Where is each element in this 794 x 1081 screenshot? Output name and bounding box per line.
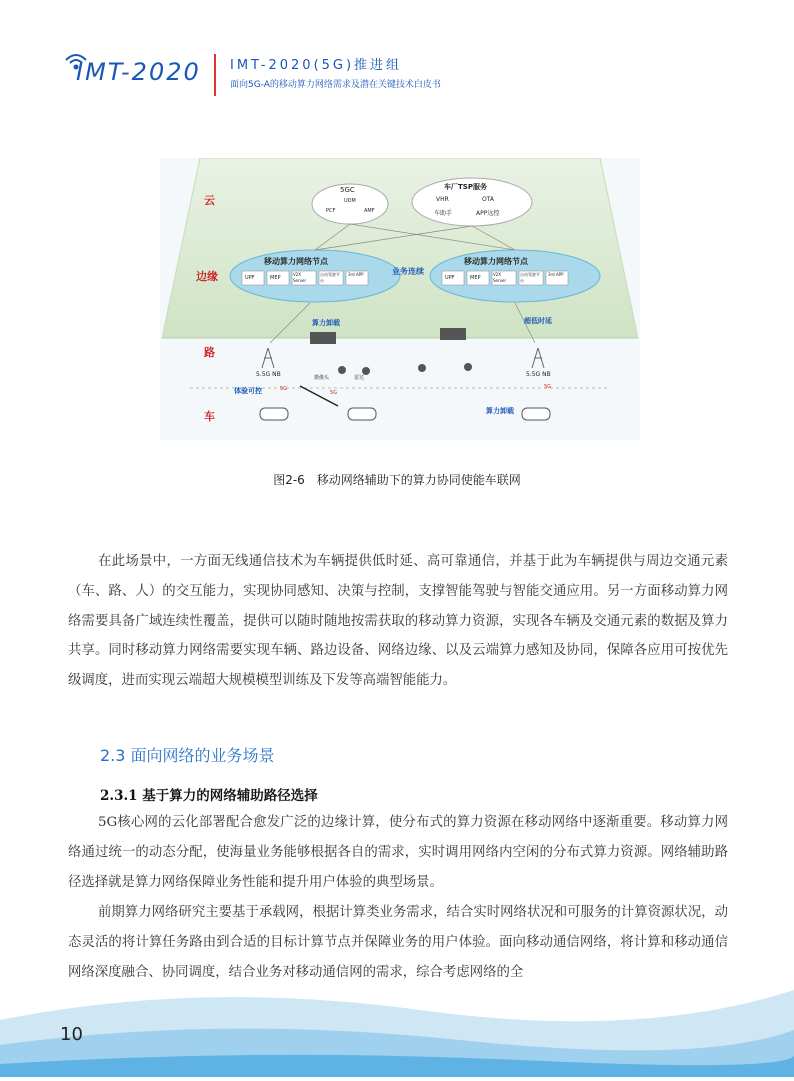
- g5-label-mid: 5G: [330, 390, 338, 396]
- tsp-title: 车厂TSP服务: [444, 183, 487, 191]
- edge-node-title-right: 移动算力网络节点: [464, 257, 528, 266]
- edge-node-title-left: 移动算力网络节点: [264, 257, 328, 266]
- module-v2x-left: V2X Server: [293, 272, 307, 283]
- header-subtitle: 面向5G-A的移动算力网络需求及潜在关键技术白皮书: [230, 80, 441, 90]
- module-ad-left: 自动驾驶平台: [320, 272, 340, 283]
- page-number: 10: [60, 1024, 83, 1045]
- paragraph-research: 前期算力网络研究主要基于承载网，根据计算类业务需求，结合实时网络状况和可服务的计算资源状况，动态灵活的将计算任务路由到合适的目标计算节点并保障业务的用户体验。面向移动通信网络，将计算和移动通信网络深度融合、协同调度，结合业务对移动通信网的需求，综合考虑网络的全: [68, 905, 728, 980]
- section-heading: 2.3 面向网络的业务场景: [100, 746, 275, 765]
- module-upf-left: UPF: [245, 275, 255, 281]
- cloud-5gc-label: 5GC: [340, 186, 355, 194]
- camera-label: 摄像头: [314, 375, 330, 381]
- tsp-item-ota: OTA: [482, 196, 495, 203]
- radar-label: 雷达: [354, 375, 365, 381]
- g5-label-right: 5G: [544, 384, 552, 390]
- module-mep-right: MEP: [470, 275, 481, 281]
- compute-offload-edge-label: 算力卸载: [312, 319, 340, 327]
- module-ad-right: 自动驾驶平台: [520, 272, 540, 283]
- ultra-low-latency-label: 超低时延: [524, 317, 552, 325]
- cloud-5gc-amf: AMF: [364, 208, 375, 214]
- footer-wave: [0, 960, 794, 1077]
- tsp-item-vhr: VHR: [436, 196, 449, 203]
- module-app-left: 3rd APP: [348, 272, 364, 277]
- layer-label-car: 车: [204, 410, 215, 423]
- g5-label-left: 5G: [280, 386, 288, 392]
- cloud-5gc-pcf: PCF: [326, 208, 336, 214]
- experience-control-label: 体验可控: [234, 387, 262, 395]
- tsp-item-assistant: 车助手: [434, 210, 453, 217]
- header-title: IMT-2020(5G)推进组: [230, 58, 403, 73]
- logo-text: IMT-2020: [76, 58, 201, 86]
- layer-label-edge: 边缘: [196, 270, 218, 283]
- module-app-right: 3rd APP: [548, 272, 564, 277]
- layer-label-cloud: 云: [204, 194, 215, 207]
- business-continuity-label: 业务连续: [392, 267, 424, 276]
- cloud-5gc-udm: UDM: [344, 198, 356, 204]
- module-upf-right: UPF: [445, 275, 455, 281]
- nb-label-right: 5.5G NB: [526, 371, 551, 378]
- module-mep-left: MEP: [270, 275, 281, 281]
- module-v2x-right: V2X Server: [493, 272, 507, 283]
- nb-label-left: 5.5G NB: [256, 371, 281, 378]
- header-divider: [214, 54, 216, 96]
- subsection-heading: 2.3.1 基于算力的网络辅助路径选择: [100, 788, 318, 804]
- network-diagram: [160, 158, 640, 440]
- figure-caption: 图2-6 移动网络辅助下的算力协同使能车联网: [273, 473, 521, 487]
- layer-label-road: 路: [204, 346, 215, 359]
- paragraph-core-network: 5G核心网的云化部署配合愈发广泛的边缘计算，使分布式的算力资源在移动网络中逐渐重要。移动算力网络通过统一的动态分配，使海量业务能够根据各自的需求，实时调用网络内空闲的分布式算力资源。网络辅助路径选择就是算力网络保障业务性能和提升用户体验的典型场景。: [68, 815, 728, 890]
- paragraph-scenario: 在此场景中，一方面无线通信技术为车辆提供低时延、高可靠通信，并基于此为车辆提供与周边交通元素（车、路、人）的交互能力，实现协同感知、决策与控制，支撑智能驾驶与智能交通应用。另一方面移动算力网络需要具备广域连续性覆盖，提供可以随时随地按需获取的移动算力资源，实现各车辆及交通元素的数据及算力共享。同时移动算力网络需要实现车辆、路边设备、网络边缘、以及云端算力感知及协同，保障各应用可按优先级调度，进而实现云端超大规模模型训练及下发等高端智能能力。: [68, 554, 728, 689]
- compute-offload-car-label: 算力卸载: [486, 407, 514, 415]
- tsp-item-remote: APP远控: [476, 210, 500, 217]
